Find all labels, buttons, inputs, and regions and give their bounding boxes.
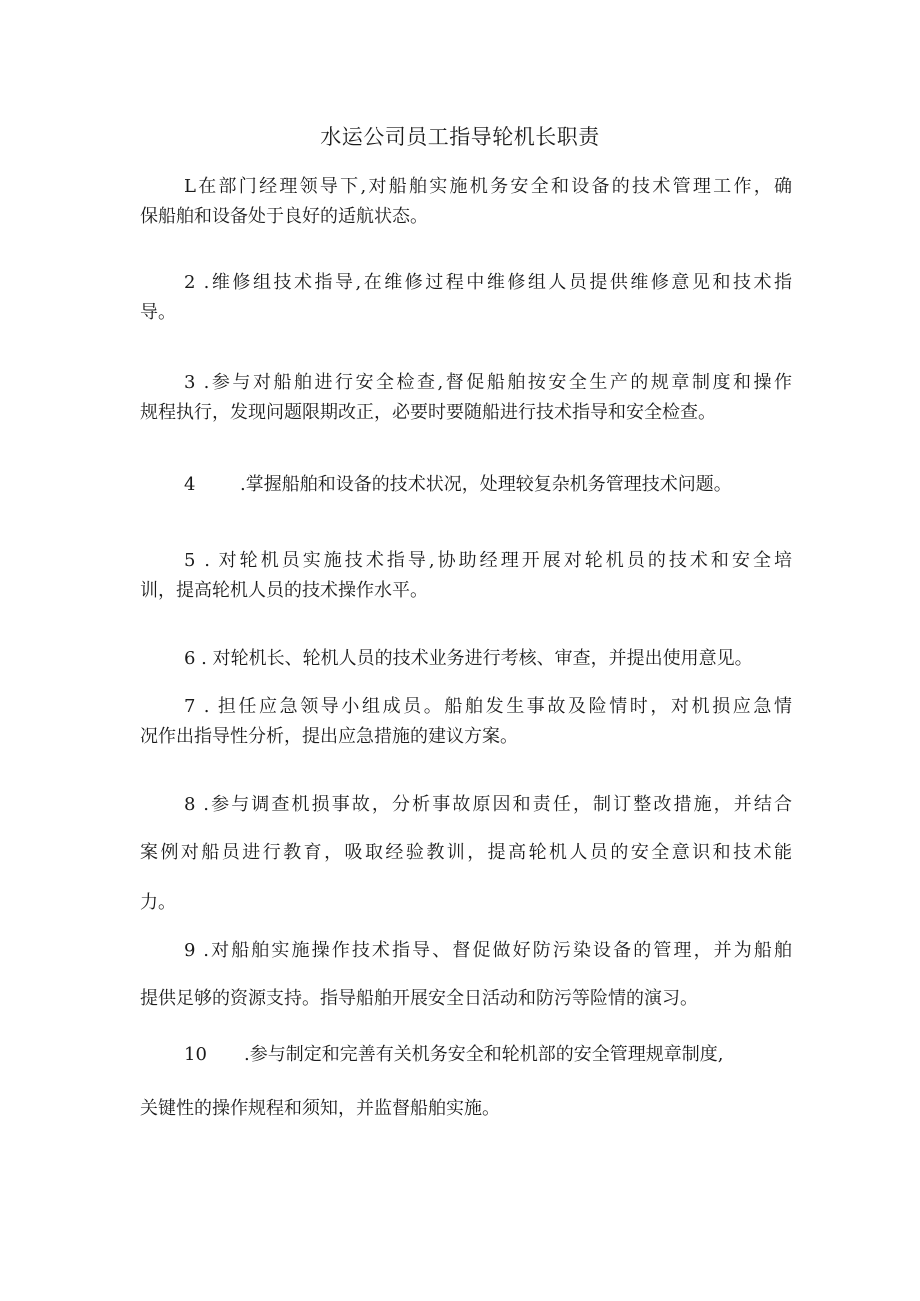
item-number: 10 <box>184 1044 207 1065</box>
item-line: 6 . 对轮机长、轮机人员的技术业务进行考核、审查，并提出使用意见。 <box>184 648 753 669</box>
list-item <box>140 268 792 328</box>
item-text: .掌握船舶和设备的技术状况，处理较复杂机务管理技术问题。 <box>240 474 732 495</box>
item-line: 8 .参与调查机损事故，分析事故原因和责任，制订整改措施，并结合 <box>184 794 792 815</box>
item-line: 3 .参与对船舶进行安全检查,督促船舶按安全生产的规章制度和操作 <box>184 372 792 393</box>
item-line: 7 . 担任应急领导小组成员。船舶发生事故及险情时，对机损应急情 <box>184 696 792 717</box>
item-line: 力。 <box>140 892 176 913</box>
item-line: 保船舶和设备处于良好的适航状态。 <box>140 206 428 227</box>
item-line: L在部门经理领导下,对船舶实施机务安全和设备的技术管理工作，确 <box>184 176 792 197</box>
list-item <box>140 470 792 500</box>
list-item <box>140 936 792 1014</box>
list-item <box>140 1040 792 1124</box>
item-line <box>140 470 792 500</box>
item-line: 训，提高轮机人员的技术操作水平。 <box>140 580 428 601</box>
item-line: 提供足够的资源支持。指导船舶开展安全日活动和防污等险情的演习。 <box>140 988 698 1009</box>
item-line: 2 .维修组技术指导,在维修过程中维修组人员提供维修意见和技术指 <box>184 272 792 293</box>
item-line: 导。 <box>140 302 176 323</box>
item-line <box>140 1040 792 1070</box>
item-text: .参与制定和完善有关机务安全和轮机部的安全管理规章制度, <box>244 1044 724 1065</box>
item-line: 案例对船员进行教育，吸取经验教训，提高轮机人员的安全意识和技术能 <box>140 842 792 863</box>
item-line: 况作出指导性分析，提出应急措施的建议方案。 <box>140 726 518 747</box>
document-title: 水运公司员工指导轮机长职责 <box>320 125 600 149</box>
list-item <box>140 692 792 752</box>
item-line: 9 .对船舶实施操作技术指导、督促做好防污染设备的管理，并为船舶 <box>184 940 792 961</box>
list-item <box>140 790 792 918</box>
list-item <box>140 172 792 232</box>
item-line: 关键性的操作规程和须知，并监督船舶实施。 <box>140 1098 500 1119</box>
item-number: 4 <box>184 474 196 495</box>
item-line: 5 . 对轮机员实施技术指导,协助经理开展对轮机员的技术和安全培 <box>184 550 792 571</box>
list-item <box>140 546 792 606</box>
list-item <box>140 368 792 428</box>
item-line: 规程执行，发现问题限期改正，必要时要随船进行技术指导和安全检查。 <box>140 402 716 423</box>
list-item <box>140 644 792 674</box>
